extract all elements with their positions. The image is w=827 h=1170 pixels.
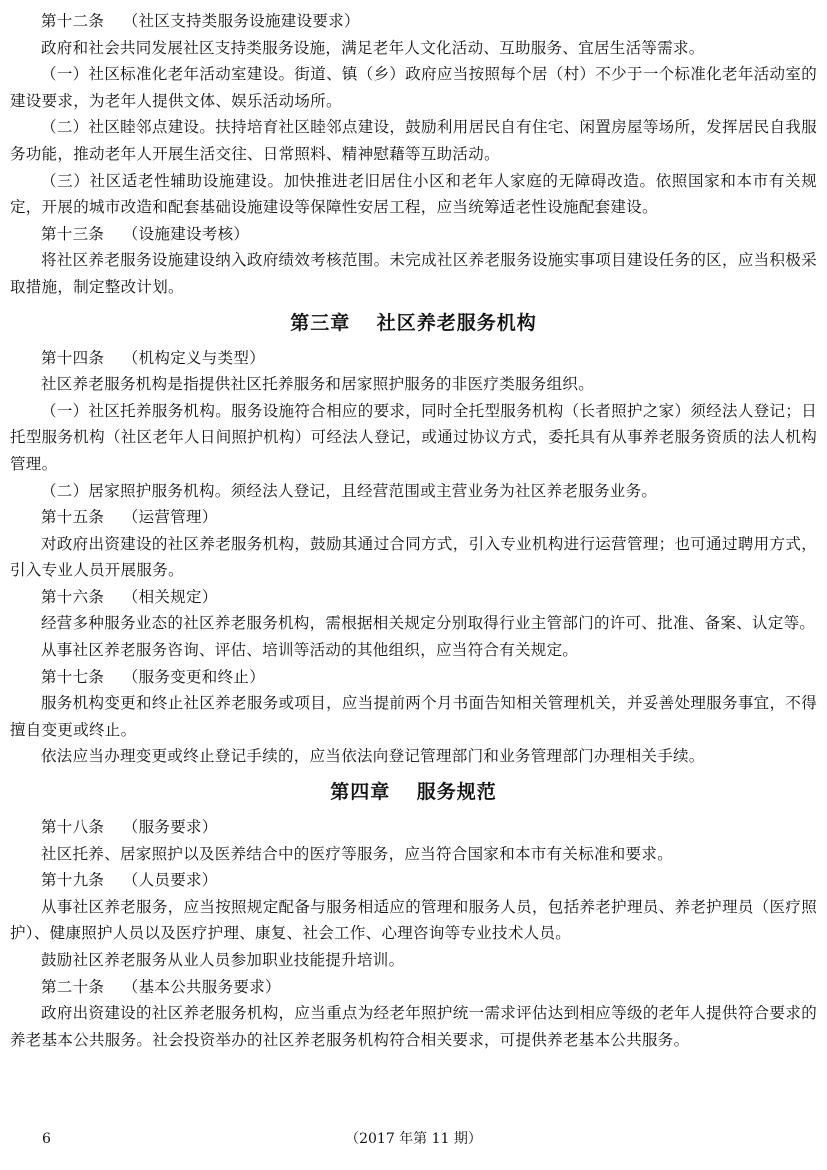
chapter-title: 社区养老服务机构 xyxy=(376,311,537,334)
paragraph: （一）社区标准化老年活动室建设。街道、镇（乡）政府应当按照每个居（村）不少于一个标准化老年活动室的建设要求，为老年人提供文体、娱乐活动场所。 xyxy=(10,65,817,110)
chapter-number: 第三章 xyxy=(290,311,351,334)
page-number: 6 xyxy=(42,1131,51,1147)
document-body xyxy=(10,8,817,1053)
paragraph: 经营多种服务业态的社区养老服务机构，需根据相关规定分别取得行业主管部门的许可、批准、备案、认定等。 xyxy=(41,614,816,633)
article-number: 第十二条 xyxy=(41,12,105,30)
article-heading xyxy=(10,504,817,531)
article-title: （运营管理） xyxy=(122,508,218,527)
paragraph: 社区养老服务机构是指提供社区托养服务和居家照护服务的非医疗类服务组织。 xyxy=(41,375,595,394)
chapter-heading xyxy=(10,770,817,814)
article-heading xyxy=(10,345,817,372)
article-number: 第十七条 xyxy=(41,667,105,686)
article-number: 第十五条 xyxy=(41,508,105,527)
article-heading xyxy=(10,584,817,611)
article-number: 第十九条 xyxy=(41,871,105,890)
paragraph: 从事社区养老服务，应当按照规定配备与服务相适应的管理和服务人员，包括养老护理员、养老护理员（医疗照护）、健康照护人员以及医疗护理、康复、社会工作、心理咨询等专业技术人员。 xyxy=(10,897,817,943)
paragraph: 服务机构变更和终止社区养老服务或项目，应当提前两个月书面告知相关管理机关，并妥善处理服务事宜，不得擅自变更或终止。 xyxy=(10,694,817,739)
paragraph: 社区托养、居家照护以及医养结合中的医疗等服务，应当符合国家和本市有关标准和要求。 xyxy=(41,844,674,863)
paragraph: 从事社区养老服务咨询、评估、培训等活动的其他组织，应当符合有关规定。 xyxy=(41,641,579,660)
article-heading xyxy=(10,221,817,248)
paragraph: 将社区养老服务设施建设纳入政府绩效考核范围。未完成社区养老服务设施实事项目建设任务的区，应当积极采取措施，制定整改计划。 xyxy=(10,251,817,296)
paragraph: （二）社区睦邻点建设。扶持培育社区睦邻点建设，鼓励利用居民自有住宅、闲置房屋等场所，发挥居民自我服务功能，推动老年人开展生活交往、日常照料、精神慰藉等互助活动。 xyxy=(10,118,817,163)
page-footer xyxy=(0,1126,827,1152)
article-title: （基本公共服务要求） xyxy=(122,977,281,996)
article-number: 第十三条 xyxy=(41,224,105,243)
article-heading xyxy=(10,8,817,35)
chapter-heading xyxy=(10,301,817,345)
chapter-title: 服务规范 xyxy=(416,781,497,804)
article-title: （服务要求） xyxy=(122,818,218,837)
article-number: 第二十条 xyxy=(41,977,105,996)
article-heading xyxy=(10,974,817,1001)
article-title: （机构定义与类型） xyxy=(122,348,265,367)
article-heading xyxy=(10,867,817,894)
issue-label: （2017 年第 11 期） xyxy=(345,1131,482,1147)
article-title: （人员要求） xyxy=(122,871,218,890)
chapter-number: 第四章 xyxy=(330,781,391,804)
paragraph: 政府和社会共同发展社区支持类服务设施，满足老年人文化活动、互助服务、宜居生活等需求。 xyxy=(41,38,705,57)
article-heading xyxy=(10,814,817,841)
paragraph: 鼓励社区养老服务从业人员参加职业技能提升培训。 xyxy=(41,951,405,969)
article-title: （服务变更和终止） xyxy=(122,667,265,686)
article-title: （相关规定） xyxy=(122,587,218,606)
paragraph: 依法应当办理变更或终止登记手续的，应当依法向登记管理部门和业务管理部门办理相关手续。 xyxy=(41,747,705,766)
article-title: （设施建设考核） xyxy=(122,224,250,243)
article-number: 第十八条 xyxy=(41,818,105,837)
paragraph: （二）居家照护服务机构。须经法人登记，且经营范围或主营业务为社区养老服务业务。 xyxy=(41,481,658,500)
paragraph: 政府出资建设的社区养老服务机构，应当重点为经老年照护统一需求评估达到相应等级的老年人提供符合要求的养老基本公共服务。社会投资举办的社区养老服务机构符合相关要求，可提供养老基本公共服务。 xyxy=(10,1004,817,1049)
paragraph: （三）社区适老性辅助设施建设。加快推进老旧居住小区和老年人家庭的无障碍改造。依照国家和本市有关规定，开展的城市改造和配套基础设施建设等保障性安居工程，应当统筹适老性设施配套建设。 xyxy=(10,171,817,217)
article-number: 第十四条 xyxy=(41,348,105,367)
paragraph: 对政府出资建设的社区养老服务机构，鼓励其通过合同方式，引入专业机构进行运营管理；也可通过聘用方式，引入专业人员开展服务。 xyxy=(10,534,817,580)
article-title: （社区支持类服务设施建设要求） xyxy=(122,12,360,30)
paragraph: （一）社区托养服务机构。服务设施符合相应的要求，同时全托型服务机构（长者照护之家）须经法人登记；日托型服务机构（社区老年人日间照护机构）可经法人登记，或通过协议方式，委托具有从事养老服务资质的法人机构管理。 xyxy=(10,401,817,473)
article-number: 第十六条 xyxy=(41,587,105,606)
article-heading xyxy=(10,664,817,691)
